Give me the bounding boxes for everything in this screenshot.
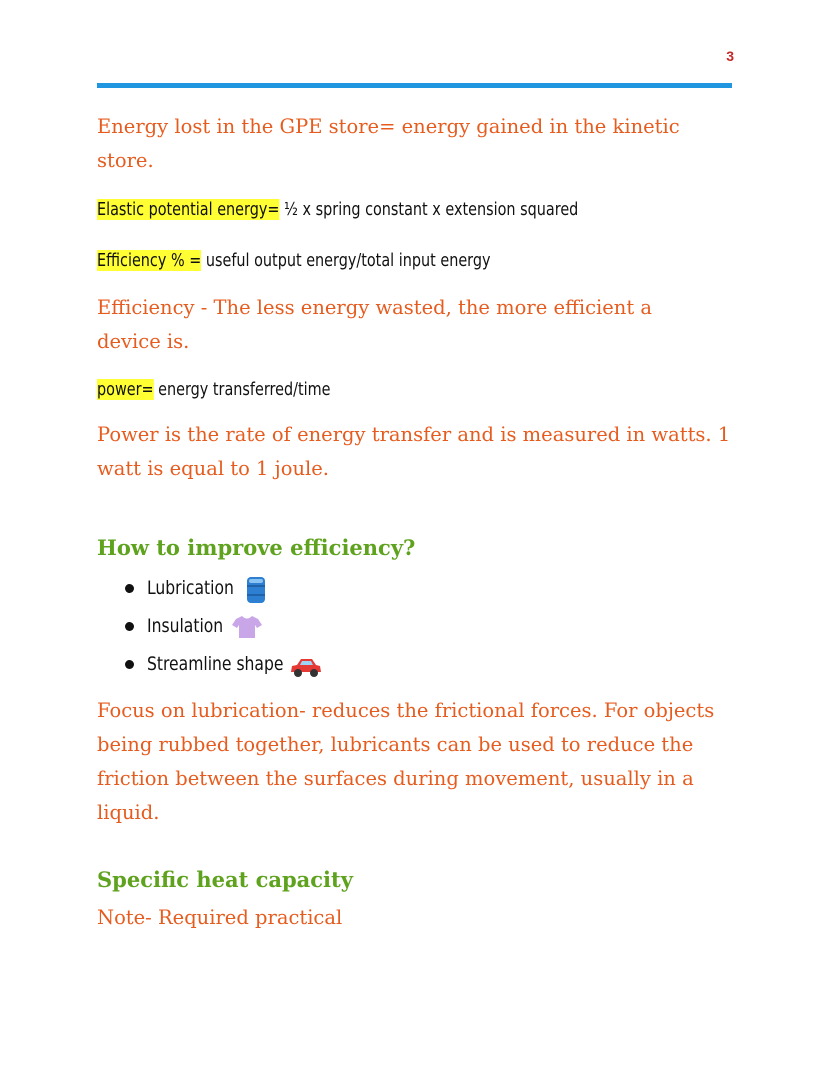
elastic-formula-body: ½ x spring constant x extension squared [279,199,579,220]
shc-heading: Specific heat capacity [97,867,353,892]
efficiency-list [97,569,737,683]
improve-efficiency-heading: How to improve efficiency? [97,535,416,560]
list-item-label: Lubrication [147,577,234,599]
efficiency-definition: Efficiency - The less energy wasted, the more efficient a device is. [97,296,653,353]
page-number: 3 [726,48,734,64]
power-formula-label: power= [97,379,154,400]
gpe-paragraph: Energy lost in the GPE store= energy gained in the kinetic store. [97,115,680,172]
page-content [97,110,737,935]
bullet-dot [125,584,134,593]
header-rule [97,83,732,88]
list-item-label: Streamline shape [147,653,284,675]
lubrication-paragraph: Focus on lubrication- reduces the frictional forces. For objects being rubbed together, lubricants can be used to reduce the friction between the surfaces during movement, usually in a liquid. [97,699,715,824]
bullet-dot [125,622,134,631]
list-item [97,569,737,607]
efficiency-formula [97,248,609,274]
car-icon [290,654,322,692]
list-item [97,645,737,683]
power-formula-body: energy transferred/time [153,379,331,400]
power-formula [97,377,609,403]
list-item [97,607,737,645]
power-definition: Power is the rate of energy transfer and is measured in watts. 1 watt is equal to 1 joule. [97,423,731,480]
bullet-dot [125,660,134,669]
note-paragraph: Note- Required practical [97,906,343,929]
efficiency-formula-label: Efficiency % = [97,250,202,271]
elastic-formula [97,197,609,223]
list-item-label: Insulation [147,615,224,637]
efficiency-formula-body: useful output energy/total input energy [201,250,491,271]
elastic-formula-label: Elastic potential energy= [97,199,280,220]
